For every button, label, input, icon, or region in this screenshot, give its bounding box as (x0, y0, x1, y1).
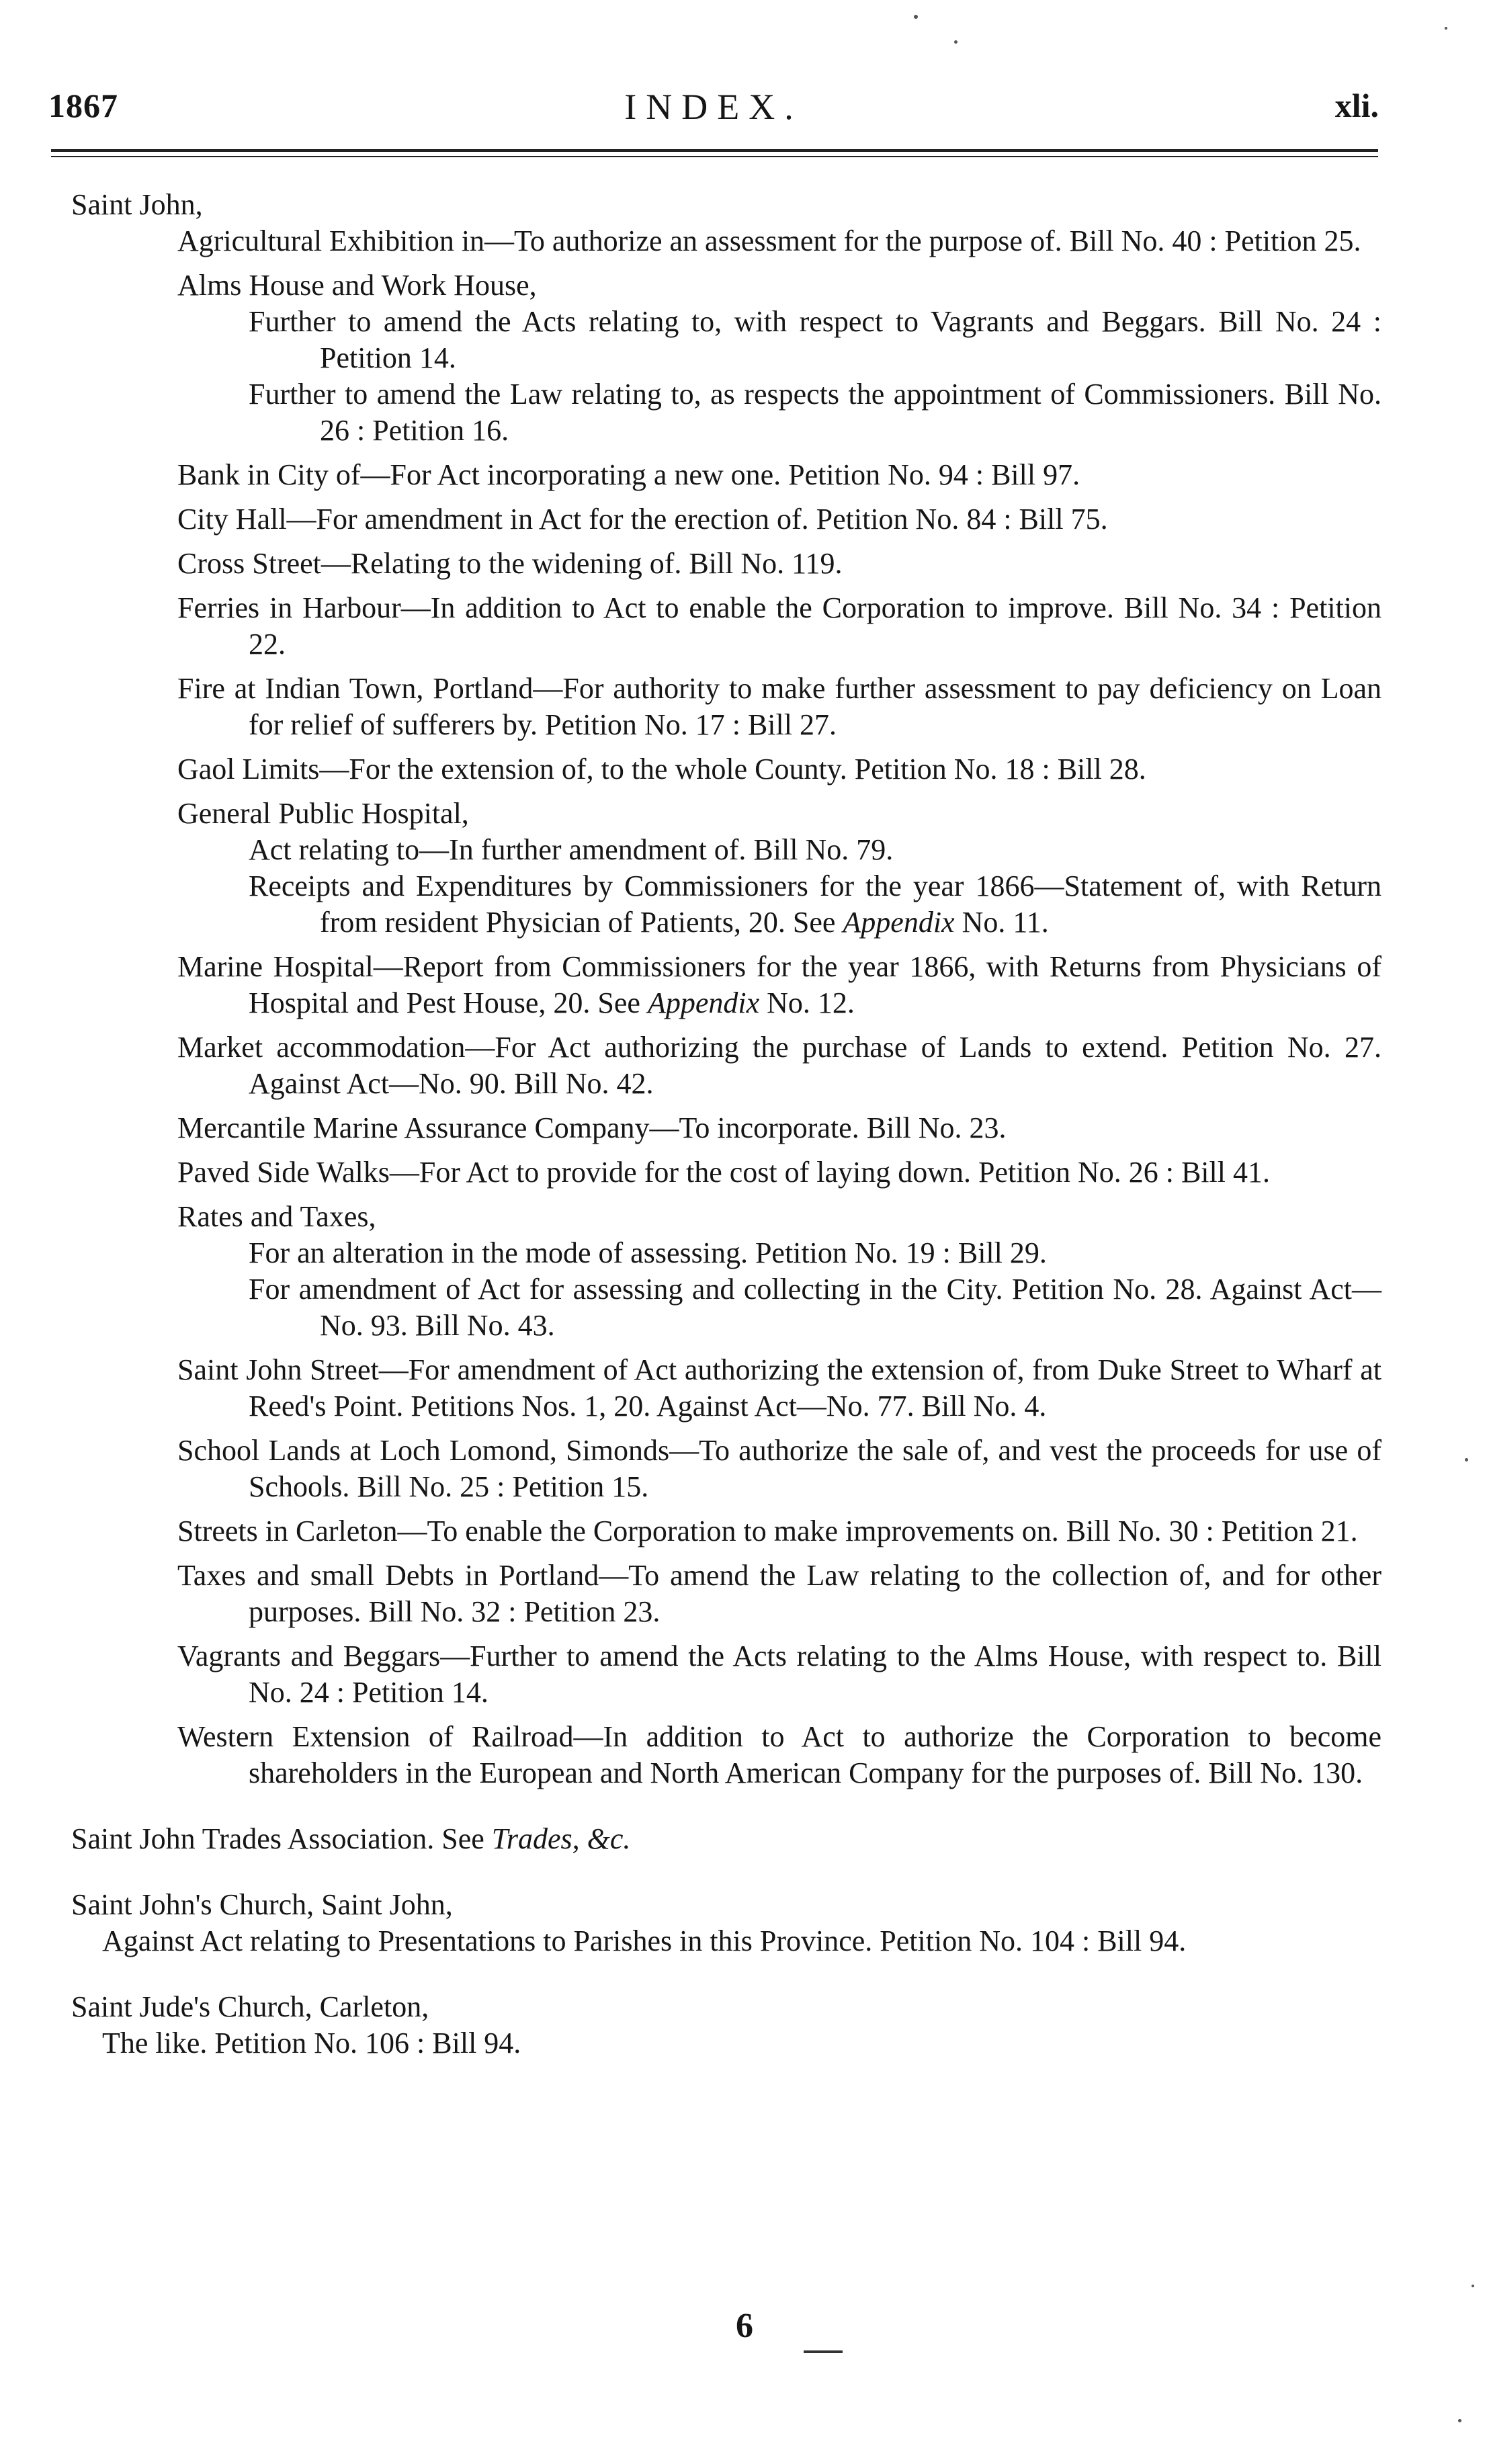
text-segment: Marine Hospital—Report from Commissioners for the year 1866, with Returns from Physicians of Hospital and Pest House, 20. See (177, 950, 1381, 1019)
entry-alms-house-vagrants: Further to amend the Acts relating to, with respect to Vagrants and Beggars. Bill No. 24 : Petition 14. (249, 305, 1381, 374)
header-year: 1867 (48, 87, 118, 124)
signature-underline (804, 2350, 843, 2353)
entry-alms-house-commissioners: Further to amend the Law relating to, as respects the appointment of Commissioners. Bill No. 26 : Petition 16. (249, 378, 1381, 447)
entry-alms-house-heading: Alms House and Work House, (177, 269, 537, 302)
entry-rates-taxes-heading: Rates and Taxes, (177, 1200, 376, 1233)
entry-city-hall: City Hall—For amendment in Act for the erection of. Petition No. 84 : Bill 75. (177, 503, 1108, 536)
entry-mercantile-marine: Mercantile Marine Assurance Company—To incorporate. Bill No. 23. (177, 1111, 1007, 1144)
scan-speck (914, 15, 918, 19)
entry-trades-association (71, 1821, 1381, 1857)
entry-cross-street: Cross Street—Relating to the widening of. Bill No. 119. (177, 547, 843, 580)
entry-heading-saint-john: Saint John, (71, 188, 203, 221)
header-rule-thin (51, 156, 1378, 157)
entry-ferries: Ferries in Harbour—In addition to Act to enable the Corporation to improve. Bill No. 34 : Petition 22. (177, 591, 1381, 661)
cross-reference: Trades, &c. (491, 1822, 631, 1855)
entry-taxes-portland: Taxes and small Debts in Portland—To amend the Law relating to the collection of, and for other purposes. Bill No. 32 : Petition 23. (177, 1559, 1381, 1628)
index-entries (71, 187, 1381, 2062)
scan-speck (954, 40, 958, 44)
text-segment: No. 11. (954, 906, 1049, 939)
entry-vagrants-beggars: Vagrants and Beggars—Further to amend the Acts relating to the Alms House, with respect to. Bill No. 24 : Petition 14. (177, 1640, 1381, 1709)
entry-streets-carleton: Streets in Carleton—To enable the Corporation to make improvements on. Bill No. 30 : Petition 21. (177, 1515, 1358, 1547)
scan-speck (1458, 2419, 1461, 2422)
scan-speck (1465, 1458, 1468, 1461)
entry-marine-hospital (71, 949, 1381, 1021)
entry-gaol-limits: Gaol Limits—For the extension of, to the whole County. Petition No. 18 : Bill 28. (177, 753, 1146, 785)
entry-fire-indian-town: Fire at Indian Town, Portland—For authority to make further assessment to pay deficiency on Loan for relief of sufferers by. Petition No. 17 : Bill 27. (177, 672, 1381, 741)
text-segment: Receipts and Expenditures by Commissioners for the year 1866—Statement of, with Return from resident Physician of Patients, 20. See (249, 869, 1381, 939)
entry-market-accommodation: Market accommodation—For Act authorizing the purchase of Lands to extend. Petition No. 27. Against Act—No. 90. Bill No. 42. (177, 1031, 1381, 1100)
entry-paved-side-walks: Paved Side Walks—For Act to provide for the cost of laying down. Petition No. 26 : Bill 41. (177, 1156, 1270, 1189)
entry-agricultural-exhibition: Agricultural Exhibition in—To authorize an assessment for the purpose of. Bill No. 40 : Petition 25. (177, 224, 1361, 257)
entry-general-hospital-heading: General Public Hospital, (177, 797, 469, 830)
text-segment: No. 12. (759, 986, 855, 1019)
text-segment: Saint John Trades Association. See (71, 1822, 492, 1855)
entry-rates-taxes-alteration: For an alteration in the mode of assessing. Petition No. 19 : Bill 29. (249, 1236, 1047, 1269)
entry-st-johns-church-petition: Against Act relating to Presentations to Parishes in this Province. Petition No. 104 : Bill 94. (102, 1924, 1187, 1957)
entry-western-extension: Western Extension of Railroad—In addition to Act to authorize the Corporation to become shareholders in the European and North American Company for the purposes of. Bill No. 130. (177, 1720, 1381, 1789)
entry-general-hospital-receipts (71, 868, 1381, 941)
entry-heading-st-judes-church: Saint Jude's Church, Carleton, (71, 1990, 429, 2023)
entry-heading-st-johns-church: Saint John's Church, Saint John, (71, 1888, 453, 1921)
entry-rates-taxes-amendment: For amendment of Act for assessing and collecting in the City. Petition No. 28. Against Act—No. 93. Bill No. 43. (249, 1273, 1381, 1342)
entry-st-judes-church-petition: The like. Petition No. 106 : Bill 94. (102, 2027, 521, 2059)
running-header (48, 86, 1379, 140)
entry-general-hospital-act: Act relating to—In further amendment of. Bill No. 79. (249, 833, 894, 866)
header-rule-thick (51, 149, 1378, 152)
header-title: INDEX. (624, 87, 803, 127)
entry-bank: Bank in City of—For Act incorporating a new one. Petition No. 94 : Bill 97. (177, 458, 1080, 491)
appendix-reference: Appendix (647, 986, 760, 1019)
entry-saint-john-street: Saint John Street—For amendment of Act authorizing the extension of, from Duke Street to Wharf at Reed's Point. Petitions Nos. 1, 20. Against Act—No. 77. Bill No. 4. (177, 1353, 1381, 1422)
appendix-reference: Appendix (843, 906, 955, 939)
signature-mark: 6 (736, 2307, 753, 2345)
scan-speck (1472, 2285, 1474, 2287)
header-page-number: xli. (1334, 87, 1379, 124)
entry-school-lands: School Lands at Loch Lomond, Simonds—To authorize the sale of, and vest the proceeds for use of Schools. Bill No. 25 : Petition 15. (177, 1434, 1381, 1503)
scan-speck (1445, 27, 1447, 30)
